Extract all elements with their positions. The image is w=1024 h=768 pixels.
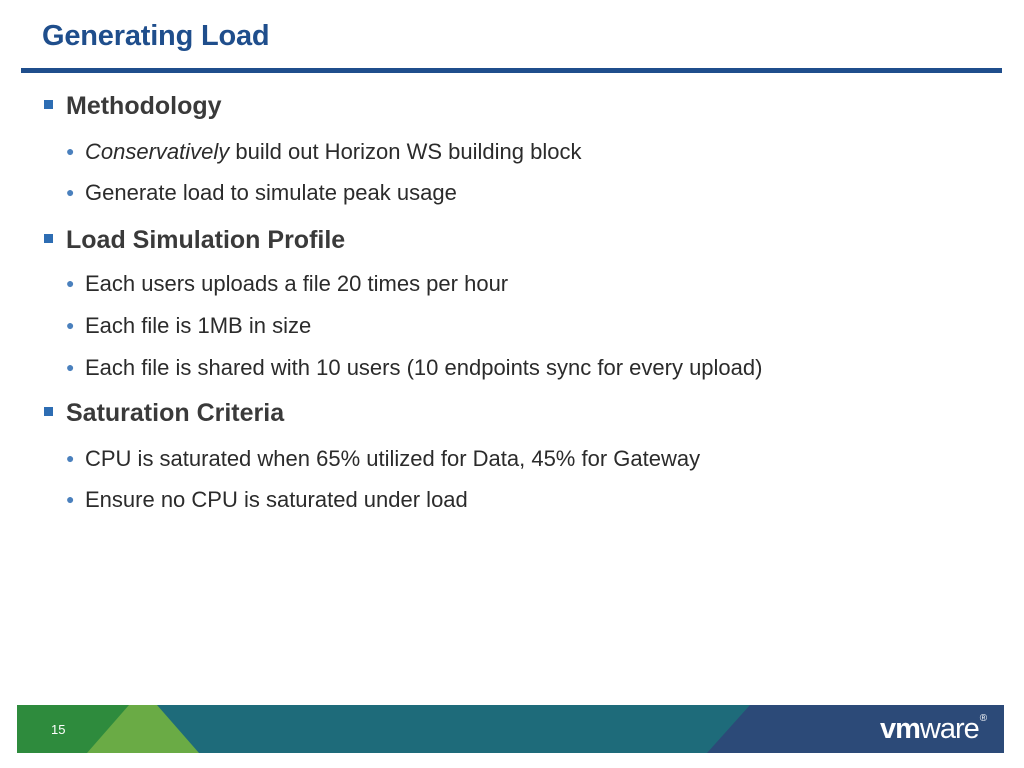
square-bullet-icon xyxy=(44,234,53,243)
bullet-dot-icon: ● xyxy=(66,317,75,333)
slide-title: Generating Load xyxy=(42,20,270,52)
bullet-dot-icon: ● xyxy=(66,491,75,507)
square-bullet-icon xyxy=(44,100,53,109)
bullet-dot-icon: ● xyxy=(66,143,75,159)
logo-text-light: ware xyxy=(919,713,979,745)
section-heading-load-simulation-profile xyxy=(66,226,345,255)
list-item xyxy=(66,446,701,472)
bullet-dot-icon: ● xyxy=(66,275,75,291)
bullet-text: CPU is saturated when 65% utilized for Data, 45% for Gateway xyxy=(85,446,701,471)
list-item xyxy=(66,180,457,206)
section-heading-label: Load Simulation Profile xyxy=(66,226,346,254)
list-item xyxy=(66,139,582,165)
bullet-dot-icon: ● xyxy=(66,450,75,466)
bullet-dot-icon: ● xyxy=(66,359,75,375)
footer-graphic xyxy=(17,705,1004,753)
emphasis-text: Conservatively xyxy=(85,139,230,164)
bullet-text: Each file is 1MB in size xyxy=(85,313,312,338)
section-heading-saturation-criteria xyxy=(66,399,284,428)
vmware-logo xyxy=(880,713,987,746)
list-item xyxy=(66,355,763,381)
bullet-dot-icon: ● xyxy=(66,184,75,200)
bullet-text: build out Horizon WS building block xyxy=(229,139,582,164)
section-heading-label: Methodology xyxy=(66,92,222,120)
page-number: 15 xyxy=(51,722,66,737)
bullet-text: Ensure no CPU is saturated under load xyxy=(85,487,468,512)
bullet-text: Generate load to simulate peak usage xyxy=(85,180,457,205)
bullet-text: Each users uploads a file 20 times per hour xyxy=(85,271,509,296)
bullet-text: Each file is shared with 10 users (10 endpoints sync for every upload) xyxy=(85,355,763,380)
footer-band xyxy=(17,705,1004,753)
section-heading-methodology xyxy=(66,92,222,121)
list-item xyxy=(66,313,312,339)
list-item xyxy=(66,271,509,297)
logo-text-bold: vm xyxy=(880,713,920,745)
registered-mark: ® xyxy=(979,713,988,724)
list-item xyxy=(66,487,468,513)
square-bullet-icon xyxy=(44,407,53,416)
section-heading-label: Saturation Criteria xyxy=(66,399,285,427)
